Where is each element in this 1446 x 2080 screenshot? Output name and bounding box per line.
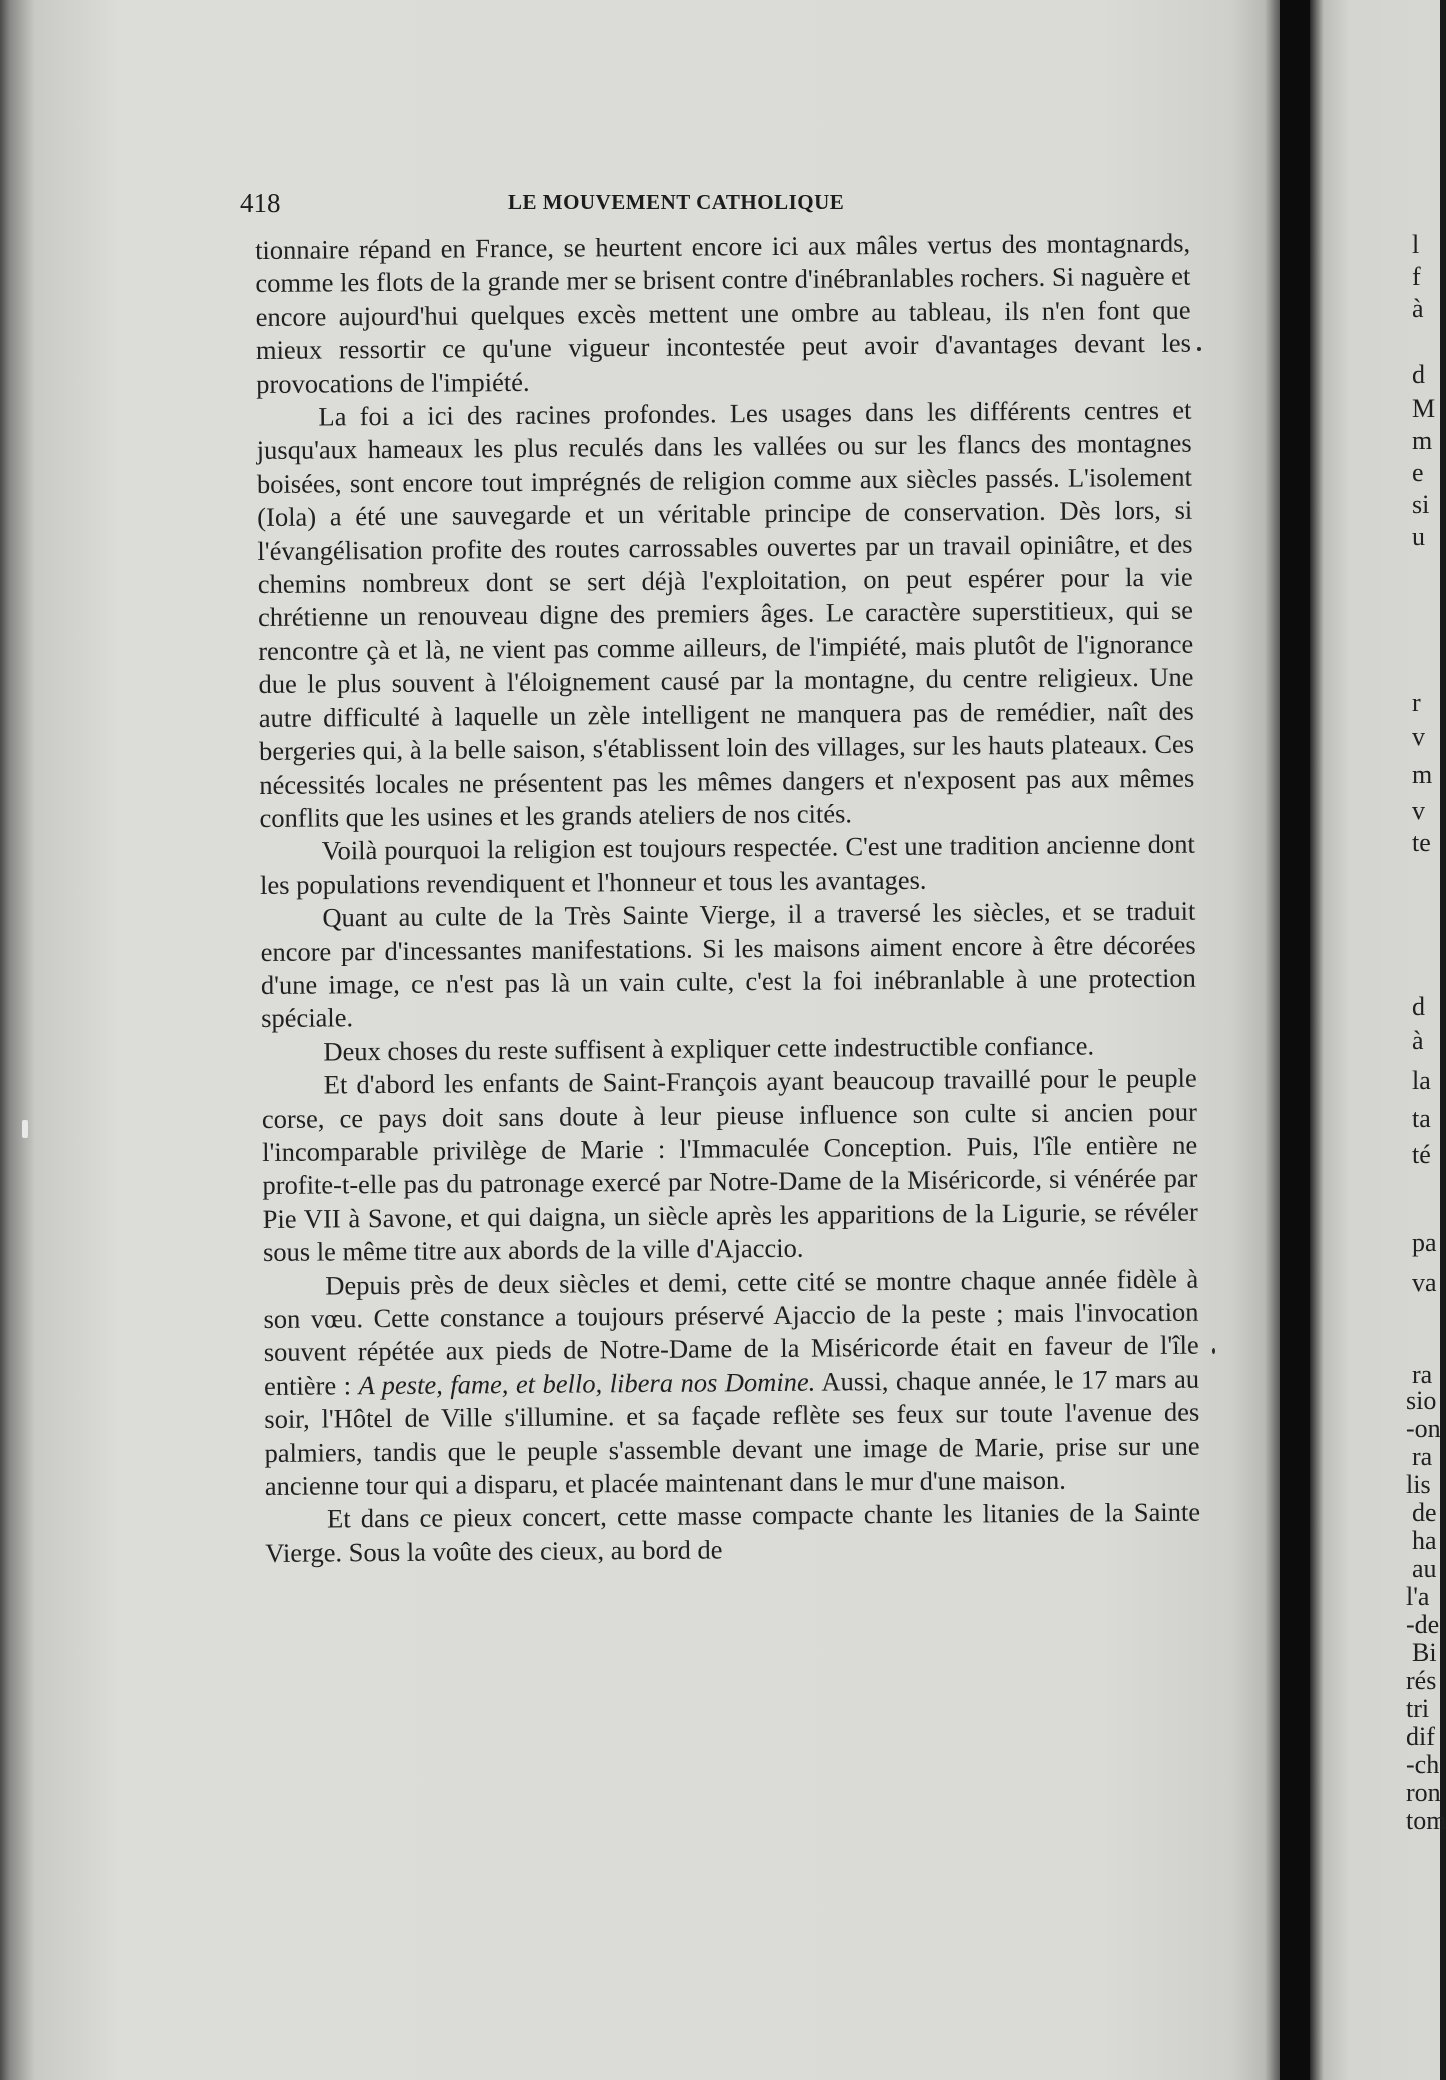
- paragraph-text: Aussi, chaque année, le 17 mars au soir, l'Hôtel de Ville s'illumine. et sa façade reflète ses feux sur toute l'avenue des palmiers, tandis que le peuple s'assemble devant une image de Marie, prise sur une ancienne tour qui a disparu, et placée maintenant dans le mur d'une maison.: [264, 1363, 1200, 1501]
- right-page-fragment: v: [1412, 796, 1425, 825]
- right-page-fragment: tom: [1406, 1806, 1446, 1835]
- paragraph: La foi a ici des racines profondes. Les usages dans les différents centres et jusqu'aux hameaux les plus reculés dans les vallées ou sur les flancs des montagnes boisées, sont encore tout imprégnés de religion comme aux siècles passés. L'isolement (Iola) a été une sauvegarde et un véritable principe de conservation. Dès lors, si l'évangélisation profite des routes carrossables ouvertes par un travail opiniâtre, et des chemins nombreux dont se sert déjà l'exploitation, on peut espérer pour la vie chrétienne un renouveau digne des premiers âges. Le caractère superstitieux, qui se rencontre çà et là, ne vient pas comme ailleurs, de l'impiété, mais plutôt de l'ignorance due le plus souvent à l'éloignement causé par la montagne, du centre religieux. Une autre difficulté à laquelle un zèle intelligent ne manquera pas de remédier, naît des bergeries qui, à la belle saison, s'établissent loin des villages, sur les hauts plateaux. Ces nécessités locales ne présentent pas les mêmes dangers et n'exposent pas aux mêmes conflits que les usines et les grands ateliers de nos cités.: [256, 394, 1195, 833]
- right-page-fragment: r: [1412, 688, 1421, 717]
- right-page-fragment: à: [1412, 294, 1424, 323]
- paragraph: Quant au culte de la Très Sainte Vierge, il a traversé les siècles, et se traduit encore par d'incessantes manifestations. Si les maisons aiment encore à être décorées d'une image, ce n'est pas là un vain culte, c'est la foi inébranlable à une protection spéciale.: [260, 895, 1196, 1034]
- paragraph: [263, 1262, 1200, 1503]
- right-page-fragment: ron: [1406, 1778, 1441, 1807]
- right-page-fragment: à: [1412, 1026, 1424, 1055]
- right-page-fragment: Bi: [1412, 1638, 1437, 1667]
- paragraph: Deux choses du reste suffisent à expliquer cette indestructible confiance.: [323, 1030, 1095, 1067]
- right-page-fragment: sio: [1406, 1386, 1437, 1415]
- right-page-fragment: m: [1412, 760, 1433, 789]
- right-page-fragment: va: [1412, 1268, 1437, 1297]
- right-page-fragment: té: [1412, 1140, 1431, 1169]
- page-speck: [1212, 1348, 1215, 1354]
- right-page-fragment: ha: [1412, 1526, 1437, 1555]
- right-page-fragment: pa: [1412, 1228, 1437, 1257]
- right-page-fragment: M: [1412, 394, 1436, 423]
- right-page-fragment: tri: [1406, 1694, 1430, 1723]
- book-gutter: [1280, 0, 1310, 2080]
- right-page-fragment: ta: [1412, 1104, 1431, 1133]
- right-page-fragment: u: [1412, 522, 1425, 551]
- right-page-fragment: te: [1412, 828, 1431, 857]
- right-page-fragment: m: [1412, 426, 1433, 455]
- right-page-fragment: l: [1412, 230, 1420, 259]
- right-page-fragments: [1406, 0, 1446, 2080]
- right-page-fragment: l'a: [1406, 1582, 1430, 1611]
- page-speck: [1197, 347, 1201, 351]
- latin-invocation: A peste, fame, et bello, libera nos Domine.: [358, 1366, 816, 1401]
- right-page-fragment: la: [1412, 1066, 1431, 1095]
- body-text: [255, 227, 1200, 1571]
- right-page-fragment: -on: [1406, 1414, 1441, 1443]
- right-page-fragment: e: [1412, 458, 1424, 487]
- page-speck: [22, 1120, 28, 1138]
- right-page-fragment: lis: [1406, 1470, 1431, 1499]
- right-page-fragment: -ch: [1406, 1750, 1440, 1779]
- right-page-fragment: dif: [1406, 1722, 1435, 1751]
- right-page-fragment: v: [1412, 722, 1425, 751]
- right-page-fragment: d: [1412, 992, 1425, 1021]
- paragraph: Et dans ce pieux concert, cette masse compacte chante les litanies de la Sainte Vierge. Sous la voûte des cieux, au bord de: [265, 1497, 1201, 1568]
- running-title: LE MOUVEMENT CATHOLIQUE: [508, 190, 845, 214]
- paragraph: Voilà pourquoi la religion est toujours respectée. C'est une tradition ancienne dont les populations revendiquent et l'honneur et tous les avantages.: [259, 828, 1195, 900]
- right-page-fragment: rés: [1406, 1666, 1437, 1695]
- paragraph: Et d'abord les enfants de Saint-François ayant beaucoup travaillé pour le peuple corse, ce pays doit sans doute à leur pieuse influence son culte si ancien pour l'incomparable privilège de Marie : l'Immaculée Conception. Puis, l'île entière ne profite-t-elle pas du patronage exercé par Notre-Dame de la Miséricorde, si vénérée par Pie VII à Savone, et qui daigna, un siècle après les apparitions de la Ligurie, se révéler sous le même titre aux abords de la ville d'Ajaccio.: [261, 1062, 1198, 1268]
- right-page-fragment: -de: [1406, 1610, 1440, 1639]
- right-page-fragment: ra: [1412, 1360, 1433, 1389]
- right-page-fragment: f: [1412, 262, 1421, 291]
- right-page-fragment: d: [1412, 360, 1425, 389]
- right-page-fragment: ra: [1412, 1442, 1433, 1471]
- paragraph: tionnaire répand en France, se heurtent encore ici aux mâles vertus des montagnards, comme les flots de la grande mer se brisent contre d'inébranlables rochers. Si naguère et encore aujourd'hui quelques excès mettent une ombre au tableau, ils n'en font que mieux ressortir ce qu'une vigueur incontestée peut avoir d'avantages devant les provocations de l'impiété.: [255, 227, 1192, 399]
- page-header: [240, 188, 1190, 218]
- right-page-fragment: de: [1412, 1498, 1437, 1527]
- right-page-fragment: au: [1412, 1554, 1437, 1583]
- page-number: 418: [240, 188, 281, 218]
- paragraph-text: Depuis près de deux siècles et demi, cette cité se montre chaque année fidèle à son vœu. Cette constance a toujours préservé Ajaccio de la peste ; mais l'invocation souvent répétée aux pieds de Notre-Dame de la Miséricorde était en faveur de l'île entière :: [263, 1263, 1199, 1401]
- right-page-fragment: si: [1412, 490, 1430, 519]
